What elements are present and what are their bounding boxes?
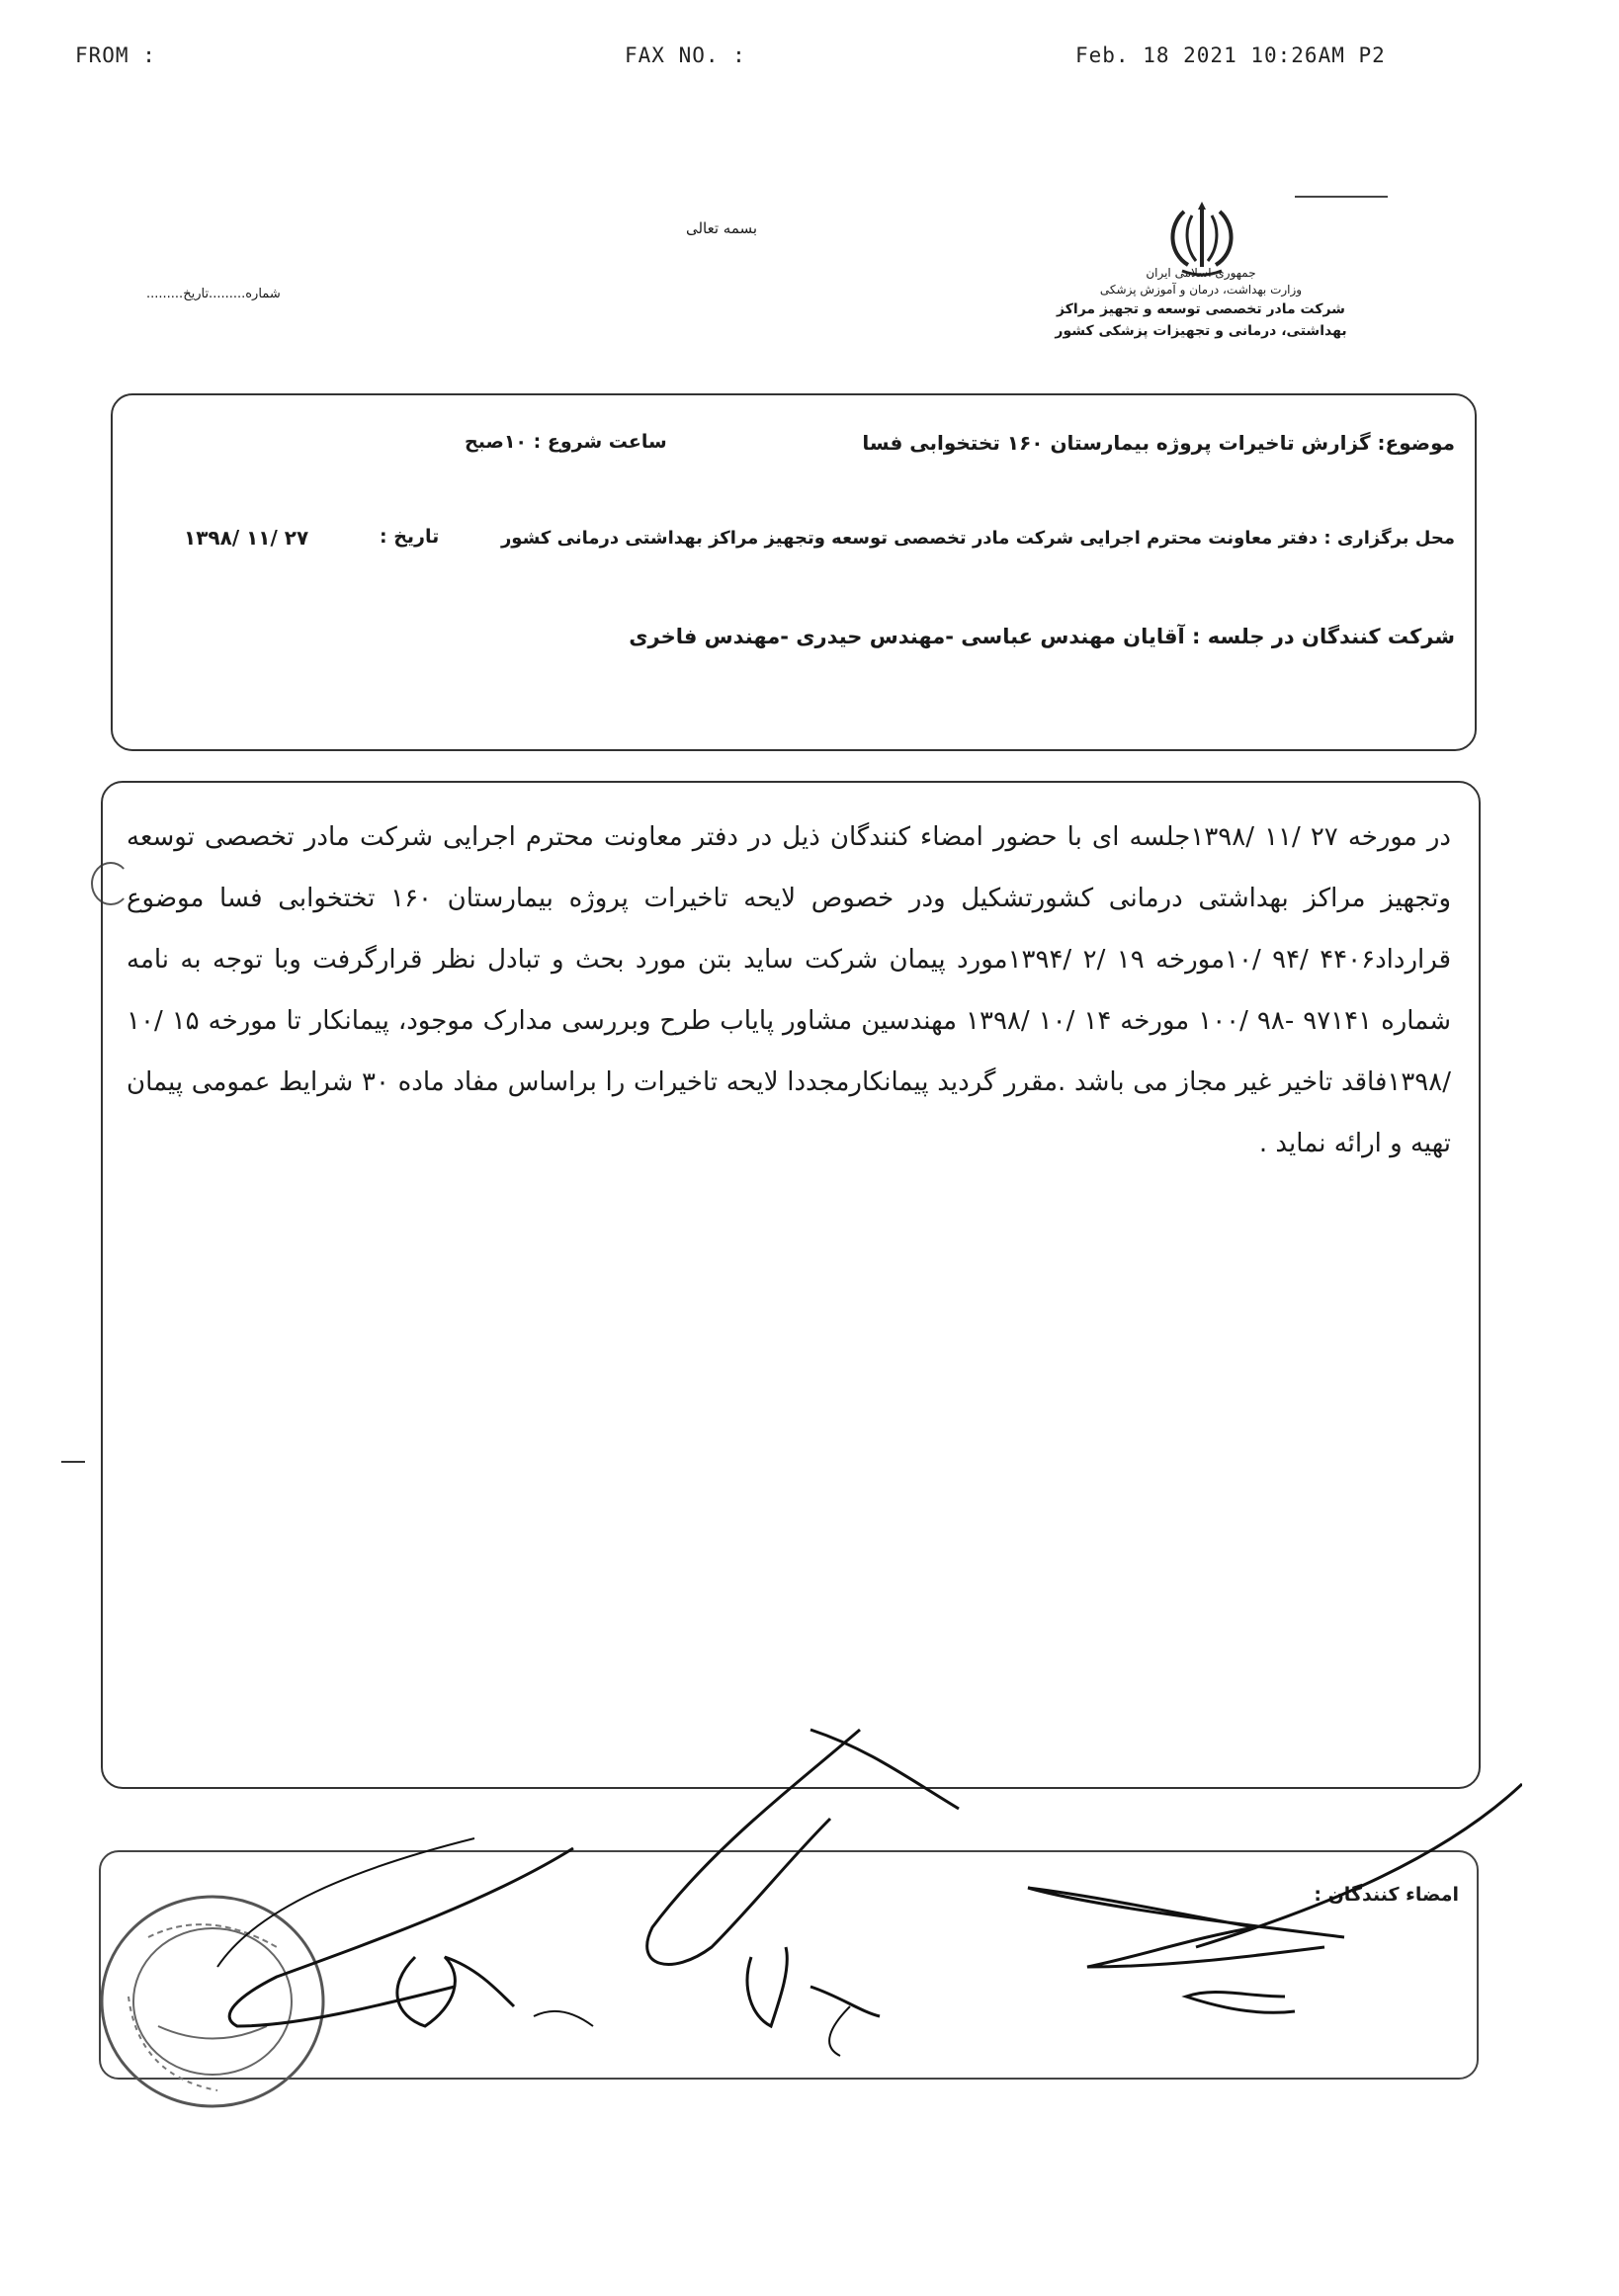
meeting-attendees: شرکت کنندگان در جلسه : آقایان مهندس عباسی -مهندس حیدری -مهندس فاخری [629,625,1455,648]
letter-number-date-line: شماره.........تاریخ......... [146,287,281,301]
bismillah-heading: بسمه تعالی [685,219,758,237]
fax-from-label: FROM : [75,43,156,67]
letterhead-company-line2: بهداشتی، درمانی و تجهیزات پزشکی کشور [1055,323,1347,339]
letterhead-company-line1: شرکت مادر تخصصی توسعه و تجهیز مراکز [1057,301,1345,317]
meeting-venue: محل برگزاری : دفتر معاونت محترم اجرایی شرکت مادر تخصصی توسعه وتجهیز مراکز بهداشتی درمانی کشور [500,528,1455,549]
meeting-start-time: ساعت شروع : ۱۰صبح [465,431,667,453]
fax-number-label: FAX NO. : [625,43,746,67]
letterhead-country: جمهوری اسلامی ایران [1146,266,1256,280]
meeting-date-value: ۱۳۹۸/ ۱۱/ ۲۷ [184,526,309,550]
minutes-body-text: در مورخه ۲۷ /۱۱ /۱۳۹۸جلسه ای با حضور امضاء کنندگان ذیل در دفتر معاونت محترم اجرایی شرکت مادر تخصصی توسعه وتجهیز مراکز بهداشتی درمانی کشورتشکیل ودر خصوص لایحه تاخیرات پروژه بیمارستان ۱۶۰ تختخوابی فسا موضوع قرارداد۴۴۰۶ /۹۴ /۱۰مورخه ۱۹ /۲ /۱۳۹۴مورد پیمان شرکت ساید بتن مورد بحث و تبادل نظر قرارگرفت وبا توجه به نامه شماره ۹۷۱۴۱ -۹۸ /۱۰۰ مورخه ۱۴ /۱۰ /۱۳۹۸ مهندسین مشاور پایاب طرح وبررسی مدارک موجود، پیمانکار تا مورخه ۱۵ /۱۰ /۱۳۹۸فاقد تاخیر غیر مجاز می باشد .مقرر گردید پیمانکارمجددا لایحه تاخیرات را براساس مفاد ماده ۳۰ شرایط عمومی پیمان تهیه و ارائه نماید . [127,822,1452,1158]
margin-mark [61,1461,85,1463]
handwritten-signatures-icon [59,1670,1522,2105]
signatories-label: امضاء کنندگان : [1314,1884,1459,1906]
meeting-info-box [111,393,1477,751]
letterhead-block [1038,265,1364,342]
meeting-date-label: تاریخ : [380,526,440,548]
meeting-subject: موضوع: گزارش تاخیرات پروژه بیمارستان ۱۶۰ تختخوابی فسا [862,431,1455,455]
letterhead-ministry: وزارت بهداشت، درمان و آموزش پزشکی [1099,283,1303,297]
minutes-body-box [101,781,1481,1789]
fax-datetime: Feb. 18 2021 10:26AM P2 [1075,43,1386,67]
letterhead-rule [1295,196,1388,198]
